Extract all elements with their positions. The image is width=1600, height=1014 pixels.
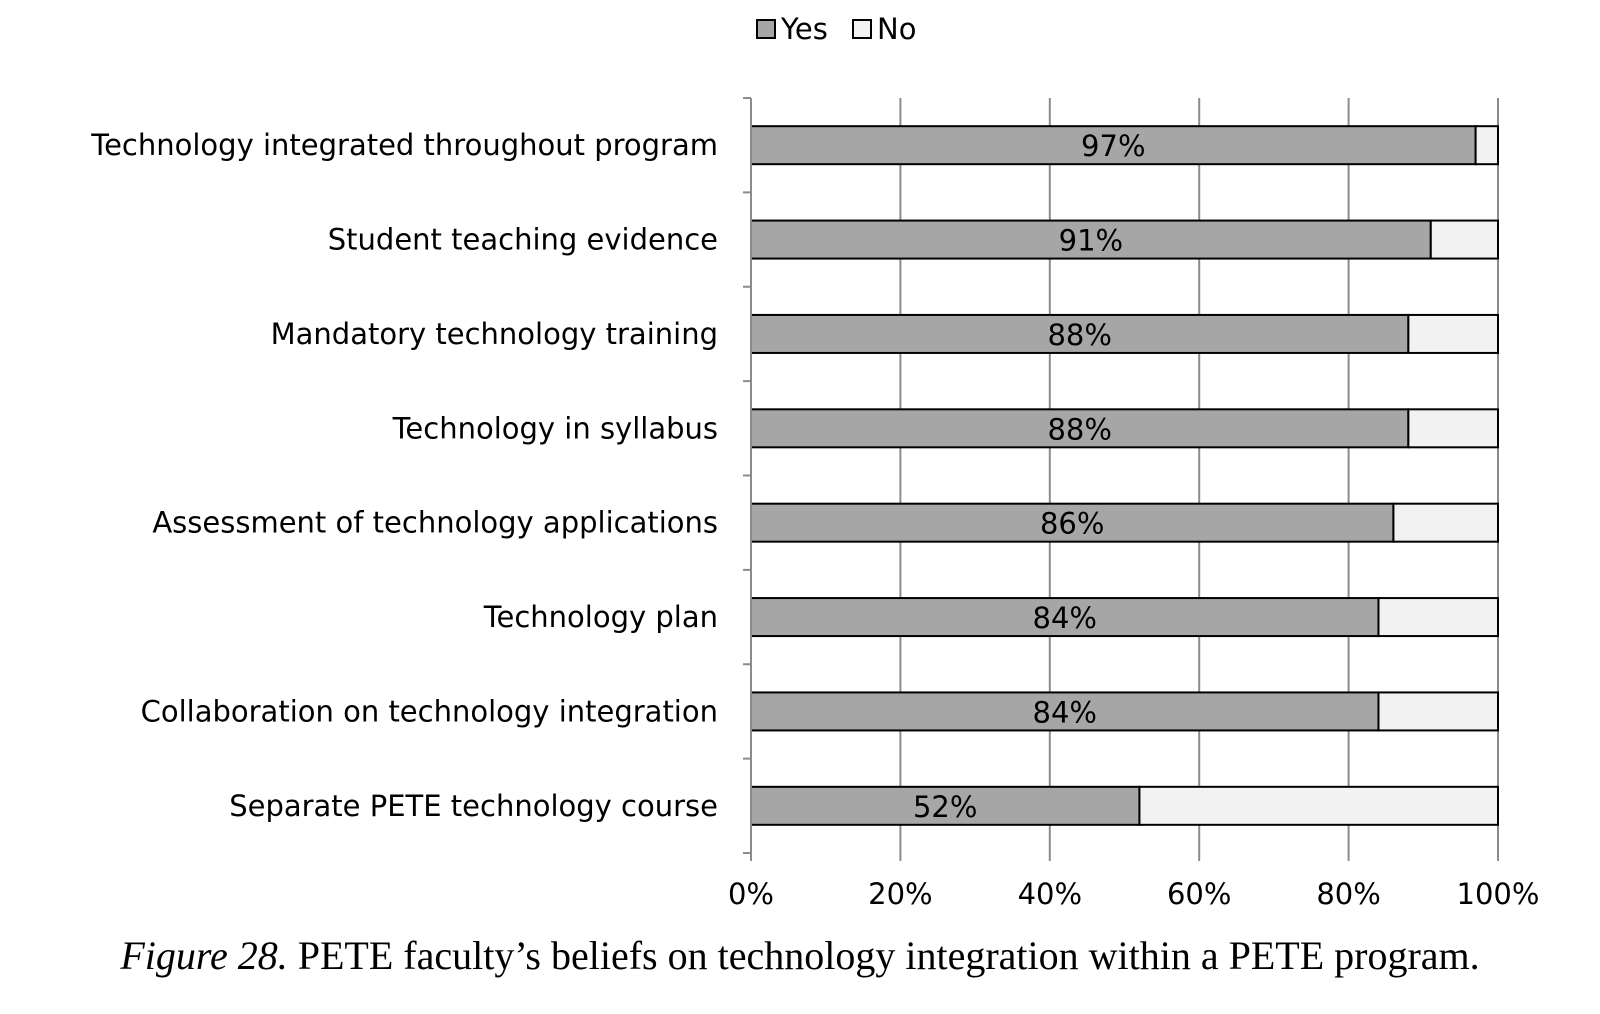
bars xyxy=(751,126,1498,825)
bar-no xyxy=(1408,315,1498,353)
x-tick-label: 0% xyxy=(727,877,775,911)
category-label: Separate PETE technology course xyxy=(229,788,718,823)
bar-no xyxy=(1139,787,1498,825)
bar-no xyxy=(1378,598,1498,636)
data-label: 91% xyxy=(1058,223,1124,258)
data-label: 52% xyxy=(912,789,978,824)
data-label: 88% xyxy=(1047,317,1112,352)
caption-text: PETE faculty’s beliefs on technology integration within a PETE program. xyxy=(287,933,1480,978)
x-tick-label: 60% xyxy=(1166,877,1232,911)
category-label: Technology plan xyxy=(483,600,718,635)
legend-swatch-no xyxy=(853,20,871,38)
legend-label-no: No xyxy=(877,12,917,46)
bar-no xyxy=(1476,126,1498,164)
data-label: 97% xyxy=(1081,129,1146,164)
gridlines xyxy=(900,98,1498,853)
x-tick-label: 20% xyxy=(868,877,933,911)
data-label: 84% xyxy=(1032,695,1097,730)
data-label: 88% xyxy=(1047,412,1112,447)
figure-caption xyxy=(0,932,1600,979)
data-label: 86% xyxy=(1039,506,1105,541)
category-label: Technology integrated throughout program xyxy=(91,128,718,163)
category-label: Student teaching evidence xyxy=(327,222,718,257)
category-label: Technology in syllabus xyxy=(392,411,718,446)
x-tick-label: 100% xyxy=(1456,877,1540,911)
figure-label: Figure 28. xyxy=(120,933,288,978)
category-label: Mandatory technology training xyxy=(270,316,718,351)
x-tick-label: 40% xyxy=(1017,877,1083,911)
bar-no xyxy=(1431,221,1498,259)
legend-swatch-yes xyxy=(757,20,775,38)
legend-label-yes: Yes xyxy=(781,12,828,46)
category-label: Assessment of technology applications xyxy=(152,505,718,540)
category-label: Collaboration on technology integration xyxy=(140,694,718,729)
bar-no xyxy=(1378,692,1498,730)
legend xyxy=(757,12,916,46)
axes xyxy=(743,98,1498,861)
x-tick-label: 80% xyxy=(1316,877,1381,911)
bar-no xyxy=(1393,504,1498,542)
bar-no xyxy=(1408,409,1498,447)
data-label: 84% xyxy=(1032,601,1097,636)
